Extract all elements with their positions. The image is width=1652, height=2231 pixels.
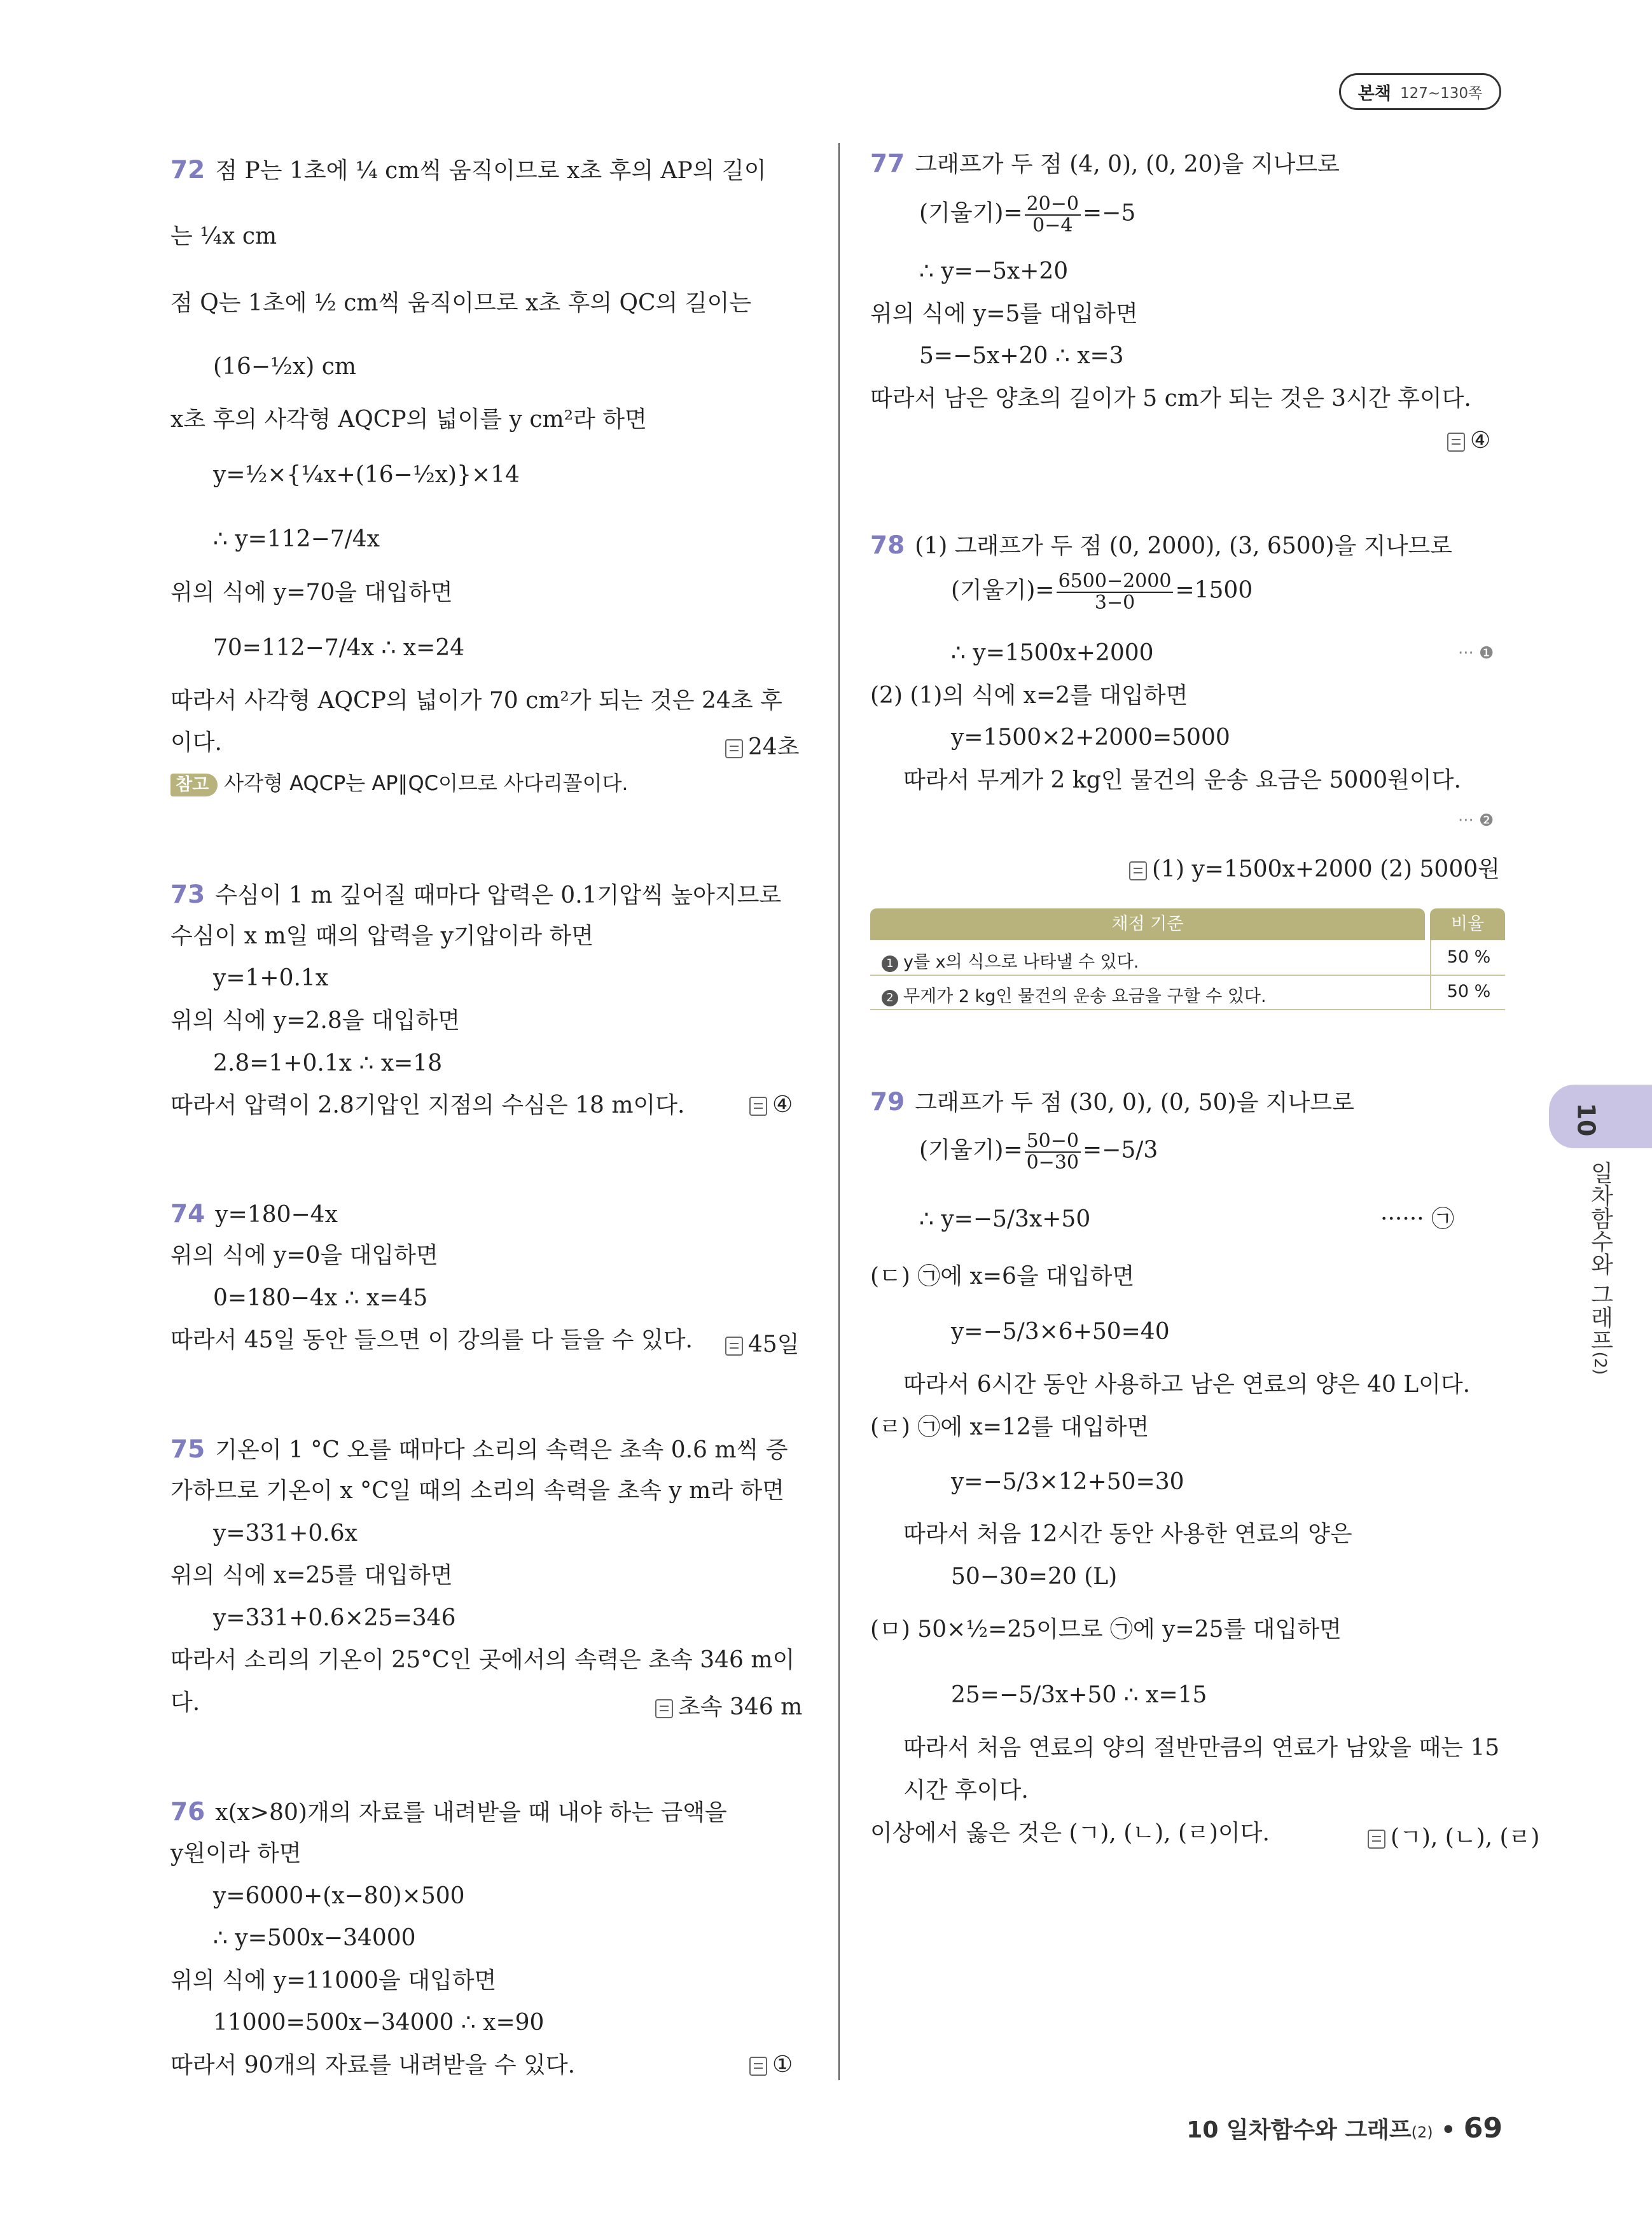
line: (ㅁ) 50×½=25이므로 ㉠에 y=25를 대입하면 — [870, 1616, 1342, 1643]
answer-text: ④ — [1470, 427, 1491, 454]
line: 따라서 45일 동안 들으면 이 강의를 다 들을 수 있다. — [170, 1327, 693, 1353]
text: (기울기)= — [951, 577, 1055, 604]
equation: ∴ y=−5/3x+50 — [919, 1206, 1091, 1232]
answer — [749, 1092, 793, 1118]
step-number-icon: 1 — [882, 956, 898, 972]
text: 수심이 1 m 깊어질 때마다 압력은 0.1기압씩 높아지므로 — [215, 882, 782, 908]
page-footer — [1186, 2112, 1503, 2144]
answer-icon — [725, 1337, 743, 1356]
line: (ㄹ) ㉠에 x=12를 대입하면 — [870, 1414, 1149, 1440]
equation: 0=180−4x ∴ x=45 — [213, 1285, 428, 1311]
line — [870, 531, 1452, 561]
line — [170, 1435, 788, 1465]
answer-text: 45일 — [748, 1331, 800, 1358]
line: 가하므로 기온이 x °C일 때의 소리의 속력을 초속 y m라 하면 — [170, 1478, 785, 1504]
answer — [749, 2052, 793, 2078]
text: (기울기)= — [919, 200, 1023, 226]
chapter-tab-number: 10 — [1572, 1102, 1600, 1137]
book-label: 본책 — [1357, 83, 1391, 104]
answer-icon — [1368, 1830, 1385, 1849]
table-row — [870, 975, 1505, 1010]
text: =−5 — [1083, 200, 1136, 226]
equation-tag: ······ ㉠ — [1380, 1206, 1455, 1232]
problem-number: 78 — [870, 531, 905, 560]
equation: 2.8=1+0.1x ∴ x=18 — [213, 1050, 443, 1076]
table-header-criteria: 채점 기준 — [870, 908, 1425, 940]
equation — [951, 571, 1253, 613]
line: 다. — [170, 1690, 200, 1716]
line: 이다. — [170, 730, 222, 756]
line: 수심이 x m일 때의 압력을 y기압이라 하면 — [170, 923, 594, 949]
line: 는 ¼x cm — [170, 223, 277, 249]
line: (2) (1)의 식에 x=2를 대입하면 — [870, 683, 1188, 709]
equation: y=331+0.6x — [213, 1520, 357, 1546]
denominator: 3−0 — [1094, 591, 1135, 614]
numerator: 20−0 — [1025, 194, 1081, 216]
equation: y=331+0.6×25=346 — [213, 1605, 456, 1631]
criteria-cell — [882, 982, 1267, 1007]
problem-number: 75 — [170, 1435, 205, 1464]
equation — [919, 1131, 1158, 1172]
chapter-tab[interactable] — [1549, 1085, 1652, 1148]
answer-text: ④ — [772, 1092, 793, 1118]
numerator: 50−0 — [1025, 1131, 1081, 1153]
answer-icon — [749, 2057, 767, 2076]
answer — [1447, 427, 1490, 454]
problem-number: 77 — [870, 149, 905, 178]
line — [170, 156, 767, 186]
equation: 11000=500x−34000 ∴ x=90 — [213, 2010, 545, 2036]
chapter-side-title — [1584, 1161, 1616, 1375]
line: 위의 식에 y=70을 대입하면 — [170, 580, 453, 606]
page-number: 69 — [1463, 2112, 1503, 2144]
line: 따라서 처음 12시간 동안 사용한 연료의 양은 — [903, 1521, 1352, 1547]
line: 위의 식에 x=25를 대입하면 — [170, 1562, 453, 1588]
criteria-cell — [882, 948, 1139, 973]
denominator: 0−4 — [1032, 214, 1073, 237]
equation: y=−5/3×6+50=40 — [951, 1319, 1170, 1345]
line: x초 후의 사각형 AQCP의 넓이를 y cm²라 하면 — [170, 407, 647, 433]
answer — [1368, 1819, 1539, 1852]
line: 시간 후이다. — [903, 1777, 1029, 1804]
equation: ∴ y=1500x+2000 — [951, 640, 1154, 666]
line: 따라서 무게가 2 kg인 물건의 운송 요금은 5000원이다. — [903, 767, 1461, 793]
fraction — [1025, 1131, 1081, 1172]
problem-number: 76 — [170, 1798, 205, 1826]
fraction — [1025, 194, 1081, 235]
footer-separator: • — [1441, 2117, 1456, 2143]
footer-chapter: 10 일차함수와 그래프 — [1186, 2117, 1412, 2143]
text: 그래프가 두 점 (4, 0), (0, 20)을 지나므로 — [915, 151, 1340, 177]
line: 위의 식에 y=5를 대입하면 — [870, 301, 1138, 327]
text: =1500 — [1175, 577, 1253, 604]
answer-text: (1) y=1500x+2000 (2) 5000원 — [1152, 856, 1500, 882]
line: 위의 식에 y=0을 대입하면 — [170, 1242, 438, 1268]
line — [870, 1088, 1354, 1118]
equation — [919, 194, 1135, 235]
text: y=180−4x — [215, 1202, 338, 1228]
equation: y=1+0.1x — [213, 965, 329, 991]
reference-tag: 참고 — [170, 774, 218, 796]
line: 따라서 90개의 자료를 내려받을 수 있다. — [170, 2052, 576, 2078]
equation: 25=−5/3x+50 ∴ x=15 — [951, 1682, 1207, 1708]
line: 위의 식에 y=2.8을 대입하면 — [170, 1008, 461, 1034]
problem-number: 73 — [170, 880, 205, 909]
equation: y=−5/3×12+50=30 — [951, 1469, 1184, 1495]
text: 점 P는 1초에 ¼ cm씩 움직이므로 x초 후의 AP의 길이 — [215, 158, 767, 184]
line: 따라서 압력이 2.8기압인 지점의 수심은 18 m이다. — [170, 1092, 685, 1118]
answer-icon — [655, 1699, 673, 1718]
line: 따라서 남은 양초의 길이가 5 cm가 되는 것은 3시간 후이다. — [870, 386, 1471, 412]
line: 따라서 사각형 AQCP의 넓이가 70 cm²가 되는 것은 24초 후 — [170, 688, 782, 714]
fraction — [1057, 571, 1174, 613]
equation: y=6000+(x−80)×500 — [213, 1883, 465, 1909]
equation: ∴ y=−5x+20 — [919, 258, 1069, 284]
answer — [725, 1326, 800, 1359]
line: 이상에서 옳은 것은 (ㄱ), (ㄴ), (ㄹ)이다. — [870, 1820, 1270, 1846]
text: x(x>80)개의 자료를 내려받을 때 내야 하는 금액을 — [215, 1800, 727, 1826]
line — [170, 880, 781, 910]
step-marker: ··· ❶ — [1458, 644, 1494, 663]
text: (기울기)= — [919, 1137, 1023, 1164]
equation: 5=−5x+20 ∴ x=3 — [919, 343, 1124, 369]
problem-number: 79 — [870, 1088, 905, 1116]
denominator: 0−30 — [1026, 1151, 1079, 1174]
equation: 70=112−7/4x ∴ x=24 — [213, 635, 465, 661]
equation: y=½×{¼x+(16−½x)}×14 — [213, 462, 520, 488]
answer-text: 24초 — [748, 734, 800, 760]
answer-icon — [1129, 861, 1147, 880]
answer-icon — [1447, 433, 1465, 452]
answer — [1129, 851, 1500, 884]
answer-text: 초속 346 m — [678, 1694, 803, 1720]
equation: 50−30=20 (L) — [951, 1564, 1118, 1590]
page-range: 127~130쪽 — [1399, 85, 1483, 102]
ratio-cell: 50 % — [1430, 975, 1506, 1009]
column-divider — [838, 143, 840, 2080]
problem-number: 72 — [170, 156, 205, 184]
criteria-text: 무게가 2 kg인 물건의 운송 요금을 구할 수 있다. — [903, 987, 1267, 1006]
line: (16−½x) cm — [213, 354, 356, 380]
answer-icon — [725, 739, 743, 758]
answer — [655, 1689, 802, 1721]
text: 기온이 1 °C 오를 때마다 소리의 속력은 초속 0.6 m씩 증 — [215, 1437, 788, 1463]
table-row — [870, 940, 1505, 976]
line: 따라서 6시간 동안 사용하고 남은 연료의 양은 40 L이다. — [903, 1372, 1471, 1398]
text: (1) 그래프가 두 점 (0, 2000), (3, 6500)을 지나므로 — [915, 533, 1452, 559]
footer-sub: (2) — [1411, 2123, 1433, 2141]
line — [870, 149, 1340, 179]
problem-number: 74 — [170, 1200, 205, 1228]
step-number-icon: 2 — [882, 990, 898, 1006]
line — [170, 1798, 727, 1828]
equation: y=1500×2+2000=5000 — [951, 725, 1230, 751]
equation: ∴ y=500x−34000 — [213, 1925, 416, 1951]
line: 점 Q는 1초에 ½ cm씩 움직이므로 x초 후의 QC의 길이는 — [170, 290, 752, 316]
answer-icon — [749, 1097, 767, 1116]
reference-text: 사각형 AQCP는 AP∥QC이므로 사다리꼴이다. — [224, 771, 628, 795]
line: 따라서 소리의 기온이 25°C인 곳에서의 속력은 초속 346 m이 — [170, 1647, 795, 1673]
answer-text: ① — [772, 2052, 793, 2078]
line — [170, 1200, 338, 1230]
criteria-text: y를 x의 식으로 나타낼 수 있다. — [903, 952, 1139, 972]
page-reference-badge — [1339, 73, 1501, 110]
line: 위의 식에 y=11000을 대입하면 — [170, 1968, 497, 1994]
numerator: 6500−2000 — [1057, 571, 1174, 593]
line: 따라서 처음 연료의 양의 절반만큼의 연료가 남았을 때는 15 — [903, 1735, 1500, 1761]
table-header-ratio: 비율 — [1430, 908, 1505, 940]
ratio-cell: 50 % — [1430, 940, 1506, 975]
text: 그래프가 두 점 (30, 0), (0, 50)을 지나므로 — [915, 1090, 1354, 1116]
step-marker: ··· ❷ — [1458, 811, 1494, 830]
chapter-title-text: 일차함수와 그래프 — [1587, 1161, 1613, 1352]
text: =−5/3 — [1083, 1137, 1158, 1164]
line: (ㄷ) ㉠에 x=6을 대입하면 — [870, 1263, 1135, 1289]
line: y원이라 하면 — [170, 1840, 302, 1866]
answer — [725, 729, 800, 761]
equation: ∴ y=112−7/4x — [213, 526, 380, 552]
answer-text: (ㄱ), (ㄴ), (ㄹ) — [1391, 1824, 1540, 1851]
chapter-title-sub: (2) — [1590, 1351, 1609, 1375]
reference-note — [170, 771, 628, 796]
